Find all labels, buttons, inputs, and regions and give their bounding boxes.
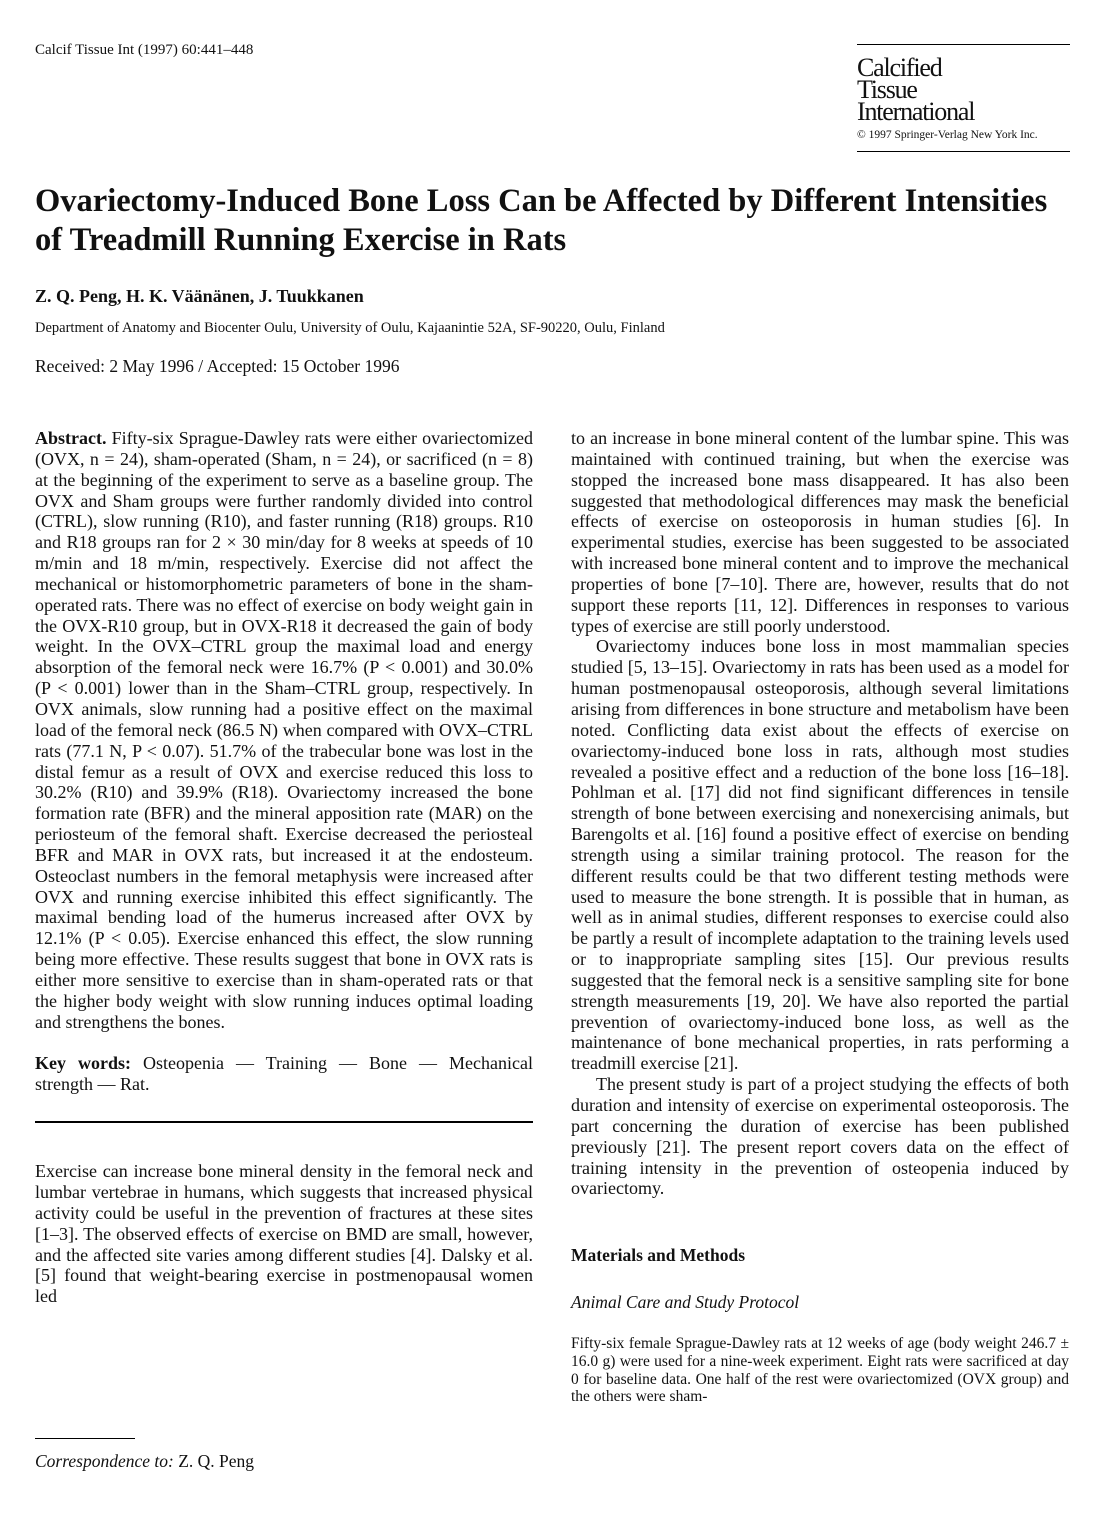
- masthead-line-1: Calcified: [857, 53, 942, 82]
- correspondence-footnote: [35, 1451, 254, 1472]
- intro-paragraph: Exercise can increase bone mineral density in the femoral neck and lumbar vertebrae in humans, which suggests that increased physical activity could be useful in the prevention of fractures at these sites [1–3]. The observed effects of exercise on BMD are small, however, and the affected site varies among different studies [4]. Dalsky et al. [5] found that weight-bearing exercise in postmenopausal women led: [35, 1161, 533, 1307]
- author-list: Z. Q. Peng, H. K. Väänänen, J. Tuukkanen: [35, 286, 364, 306]
- journal-masthead: [857, 44, 1070, 152]
- masthead-copyright: © 1997 Springer-Verlag New York Inc.: [857, 129, 1038, 141]
- masthead-line-3: International: [857, 97, 975, 126]
- abstract-divider: [35, 1121, 533, 1123]
- subsection-heading: Animal Care and Study Protocol: [571, 1292, 800, 1313]
- body-paragraph-1: to an increase in bone mineral content of the lumbar spine. This was maintained with continued training, but when the exercise was stopped the increased bone mass disappeared. It has also been suggested that methodological differences may mask the beneficial effects of exercise on osteoporosis in human studies [6]. In experimental studies, exercise has been suggested to be associated with increased bone mineral content and to improve the mechanical properties of bone [7–10]. There are, however, results that do not support these reports [11, 12]. Differences in responses to various types of exercise are still poorly understood.: [571, 428, 1069, 636]
- section-heading: Materials and Methods: [571, 1245, 746, 1266]
- footnote-rule: [35, 1438, 135, 1439]
- abstract: [35, 428, 533, 1032]
- left-column: [35, 428, 533, 1307]
- methods-paragraph: Fifty-six female Sprague-Dawley rats at 12 weeks of age (body weight 246.7 ± 16.0 g) were used for a nine-week experiment. Eight rats were sacrificed at day 0 for baseline data. One half of the rest were ovariectomized (OVX group) and the others were sham-: [571, 1334, 1069, 1406]
- keywords: [35, 1053, 533, 1095]
- masthead-line-2: Tissue: [857, 75, 917, 104]
- keywords-text: Osteopenia — Training — Bone — Mechanical strength — Rat.: [35, 1053, 533, 1095]
- affiliation: Department of Anatomy and Biocenter Oulu, University of Oulu, Kajaanintie 52A, SF-90220, Oulu, Finland: [35, 320, 665, 336]
- footnote-label: Correspondence to:: [35, 1451, 174, 1471]
- body-paragraph-3: The present study is part of a project studying the effects of both duration and intensity of exercise on experimental osteoporosis. The part concerning the duration of exercise has been published previously [21]. The present report covers data on the effect of training intensity in the prevention of osteopenia induced by ovariectomy.: [571, 1074, 1069, 1199]
- abstract-text: Fifty-six Sprague-Dawley rats were either ovariectomized (OVX, n = 24), sham-operated (Sham, n = 24), or sacrificed (n = 8) at the beginning of the experiment to serve as a baseline group. The OVX and Sham groups were further randomly divided into control (CTRL), slow running (R10), and faster running (R18) groups. R10 and R18 groups ran for 2 × 30 min/day for 8 weeks at speeds of 10 m/min and 18 m/min, respectively. Exercise did not affect the mechanical or histomorphometric parameters of bone in the sham-operated rats. There was no effect of exercise on body weight gain in the OVX-R10 group, but in OVX-R18 it decreased the gain of body weight. In the OVX–CTRL group the maximal load and energy absorption of the femoral neck were 16.7% (P < 0.001) and 30.0% (P < 0.001) lower than in the Sham–CTRL group, respectively. In OVX animals, slow running had a positive effect on the maximal load of the femoral neck (86.5 N) when compared with OVX–CTRL rats (77.1 N, P < 0.07). 51.7% of the trabecular bone was lost in the distal femur as a result of OVX and exercise reduced this loss to 30.2% (R10) and 39.9% (R18). Ovariectomy increased the bone formation rate (BFR) and the mineral apposition rate (MAR) on the periosteum of the femoral shaft. Exercise decreased the periosteal BFR and MAR in OVX rats, but increased it at the endosteum. Osteoclast numbers in the femoral metaphysis were increased after OVX and running exercise inhibited this effect significantly. The maximal bending load of the humerus increased after OVX by 12.1% (P < 0.05). Exercise enhanced this effect, the slow running being more effective. These results suggest that bone in OVX rats is either more sensitive to exercise than in sham-operated rats or that the higher body weight with slow running induces optimal loading and strengthens the bones.: [35, 428, 534, 1032]
- abstract-label: Abstract.: [35, 428, 107, 448]
- keywords-label: Key words:: [35, 1053, 131, 1074]
- received-dates: Received: 2 May 1996 / Accepted: 15 October 1996: [35, 356, 400, 376]
- footnote-name: Z. Q. Peng: [178, 1451, 255, 1471]
- right-column: [571, 428, 1069, 1406]
- journal-reference: Calcif Tissue Int (1997) 60:441–448: [35, 42, 254, 58]
- body-paragraph-2: Ovariectomy induces bone loss in most mammalian species studied [5, 13–15]. Ovariectomy in rats has been used as a model for human postmenopausal osteoporosis, although several limitations arising from differences in bone structure and metabolism have been noted. Conflicting data exist about the effects of exercise on ovariectomy-induced bone loss in rats, although most studies revealed a positive effect and a reduction of the bone loss [16–18]. Pohlman et al. [17] did not find significant differences in tensile strength of bone between exercising and nonexercising animals, but Barengolts et al. [16] found a positive effect of exercise on bending strength using a similar training protocol. The reason for the different results could be that two different testing methods were used to measure the bone strength. It is possible that in human, as well as in animal studies, different responses to exercise could also be partly a result of incomplete adaptation to the training levels used or to inappropriate sampling sites [15]. Our previous results suggested that the femoral neck is a sensitive sampling site for bone strength measurements [19, 20]. We have also reported the partial prevention of ovariectomy-induced bone loss, as well as the maintenance of bone mechanical properties, in rats performing a treadmill exercise [21].: [571, 636, 1069, 1074]
- paper-title: Ovariectomy-Induced Bone Loss Can be Affected by Different Intensities of Treadmill Running Exercise in Rats: [35, 183, 1048, 258]
